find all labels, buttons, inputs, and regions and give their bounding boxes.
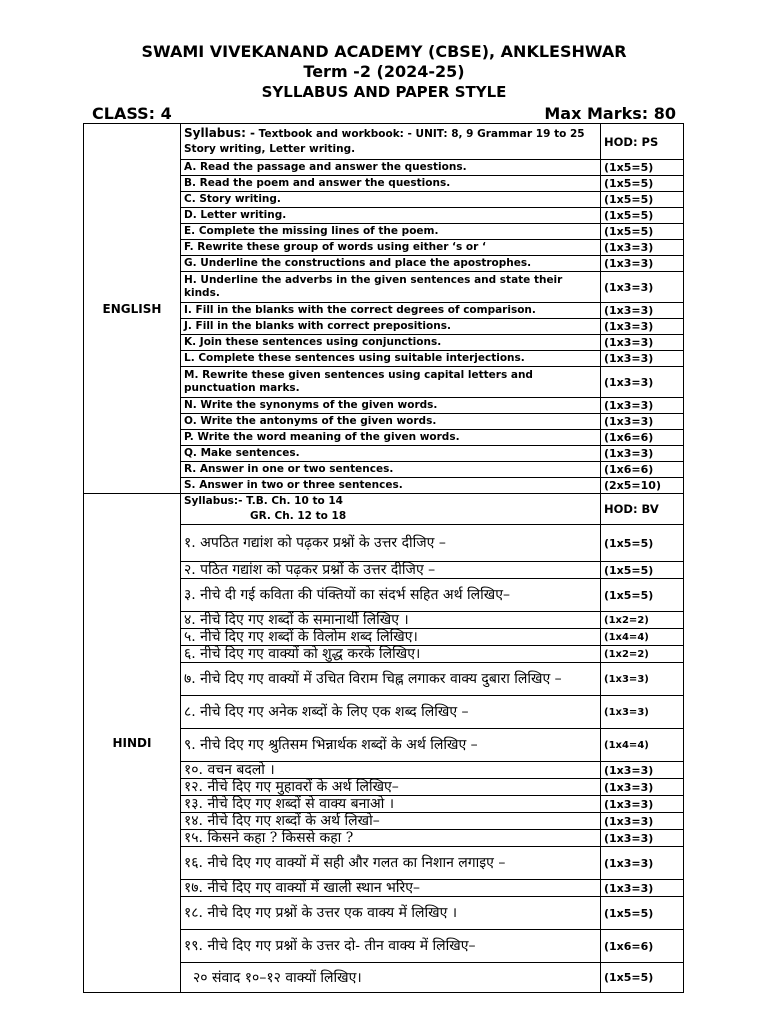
question-text: ८. नीचे दिए गए अनेक शब्दों के लिए एक शब्द लिखिए –: [181, 696, 601, 729]
marks-value: (1x5=5): [601, 176, 684, 192]
syllabus-label: Syllabus: -: [184, 126, 256, 140]
marks-value: (1x3=3): [601, 663, 684, 696]
marks-value: (1x3=3): [601, 303, 684, 319]
document-title: SYLLABUS AND PAPER STYLE: [261, 83, 507, 101]
term-title: Term -2 (2024-25): [303, 62, 465, 81]
marks-value: (1x5=5): [601, 192, 684, 208]
hindi-syllabus: [181, 494, 601, 525]
marks-value: (1x5=5): [601, 579, 684, 612]
question-text: १३. नीचे दिए गए शब्दों से वाक्य बनाओ ।: [181, 796, 601, 813]
english-syllabus-text: Textbook and workbook: - UNIT: 8, 9 Grammar 19 to 25 Story writing, Letter writing.: [184, 128, 585, 155]
question-text: S. Answer in two or three sentences.: [181, 478, 601, 494]
marks-value: (1x3=3): [601, 398, 684, 414]
question-text: १०. वचन बदलो ।: [181, 762, 601, 779]
marks-value: (1x3=3): [601, 847, 684, 880]
subject-english: ENGLISH: [84, 124, 181, 494]
marks-value: (1x3=3): [601, 240, 684, 256]
english-syllabus-row: [84, 124, 684, 160]
question-text: F. Rewrite these group of words using either ‘s or ‘: [181, 240, 601, 256]
marks-value: (1x2=2): [601, 646, 684, 663]
hindi-syllabus-row: [84, 494, 684, 525]
marks-value: (1x5=5): [601, 963, 684, 993]
question-text: १५. किसने कहा ? किससे कहा ?: [181, 830, 601, 847]
question-text: R. Answer in one or two sentences.: [181, 462, 601, 478]
question-text: ३. नीचे दी गई कविता की पंक्तियों का संदर्भ सहित अर्थ लिखिए–: [181, 579, 601, 612]
hod-hindi: HOD: BV: [601, 494, 684, 525]
class-label: CLASS: 4: [92, 104, 172, 123]
question-text: A. Read the passage and answer the questions.: [181, 160, 601, 176]
marks-value: (1x3=3): [601, 762, 684, 779]
marks-value: (1x3=3): [601, 367, 684, 398]
question-text: ९. नीचे दिए गए श्रुतिसम भिन्नार्थक शब्दों के अर्थ लिखिए –: [181, 729, 601, 762]
question-text: H. Underline the adverbs in the given sentences and state their kinds.: [181, 272, 601, 303]
marks-value: (1x3=3): [601, 414, 684, 430]
question-text: B. Read the poem and answer the questions.: [181, 176, 601, 192]
question-text: G. Underline the constructions and place the apostrophes.: [181, 256, 601, 272]
marks-value: (1x5=5): [601, 562, 684, 579]
question-text: १६. नीचे दिए गए वाक्यों में सही और गलत का निशान लगाइए –: [181, 847, 601, 880]
question-text: १७. नीचे दिए गए वाक्यों में खाली स्थान भरिए–: [181, 880, 601, 897]
syllabus-table: [83, 123, 684, 993]
question-text: L. Complete these sentences using suitable interjections.: [181, 351, 601, 367]
question-text: O. Write the antonyms of the given words.: [181, 414, 601, 430]
marks-value: (1x3=3): [601, 256, 684, 272]
marks-value: (1x4=4): [601, 729, 684, 762]
marks-value: (1x5=5): [601, 224, 684, 240]
marks-value: (1x6=6): [601, 430, 684, 446]
question-text: E. Complete the missing lines of the poem.: [181, 224, 601, 240]
marks-value: (1x3=3): [601, 351, 684, 367]
question-text: C. Story writing.: [181, 192, 601, 208]
subject-hindi: HINDI: [84, 494, 181, 993]
question-text: D. Letter writing.: [181, 208, 601, 224]
hindi-syllabus-line2: GR. Ch. 12 to 18: [250, 510, 347, 522]
marks-value: (1x5=5): [601, 160, 684, 176]
question-text: १२. नीचे दिए गए मुहावरों के अर्थ लिखिए–: [181, 779, 601, 796]
question-text: १४. नीचे दिए गए शब्दों के अर्थ लिखो–: [181, 813, 601, 830]
question-text: P. Write the word meaning of the given words.: [181, 430, 601, 446]
hindi-syllabus-line1: Syllabus:- T.B. Ch. 10 to 14: [184, 495, 343, 507]
question-text: १. अपठित गद्यांश को पढ़कर प्रश्नों के उत्तर दीजिए –: [181, 525, 601, 562]
marks-value: (1x4=4): [601, 629, 684, 646]
marks-value: (1x3=3): [601, 446, 684, 462]
question-text: ७. नीचे दिए गए वाक्यों में उचित विराम चिह्न लगाकर वाक्य दुबारा लिखिए –: [181, 663, 601, 696]
question-text: I. Fill in the blanks with the correct degrees of comparison.: [181, 303, 601, 319]
question-text: N. Write the synonyms of the given words.: [181, 398, 601, 414]
marks-value: (1x3=3): [601, 319, 684, 335]
question-text: K. Join these sentences using conjunctions.: [181, 335, 601, 351]
marks-value: (1x5=5): [601, 897, 684, 930]
marks-value: (1x3=3): [601, 779, 684, 796]
marks-value: (1x3=3): [601, 830, 684, 847]
marks-value: (1x3=3): [601, 813, 684, 830]
marks-value: (1x2=2): [601, 612, 684, 629]
school-name: SWAMI VIVEKANAND ACADEMY (CBSE), ANKLESHWAR: [141, 42, 627, 61]
question-text: २. पठित गद्यांश को पढ़कर प्रश्नों के उत्तर दीजिए –: [181, 562, 601, 579]
marks-value: (1x3=3): [601, 696, 684, 729]
question-text: २० संवाद १०–१२ वाक्यों लिखिए।: [181, 963, 601, 993]
question-text: ४. नीचे दिए गए शब्दों के समानार्थी लिखिए ।: [181, 612, 601, 629]
english-syllabus: [181, 124, 601, 160]
hod-english: HOD: PS: [601, 124, 684, 160]
marks-value: (1x3=3): [601, 335, 684, 351]
marks-value: (2x5=10): [601, 478, 684, 494]
question-text: १८. नीचे दिए गए प्रश्नों के उत्तर एक वाक्य में लिखिए ।: [181, 897, 601, 930]
marks-value: (1x5=5): [601, 208, 684, 224]
marks-value: (1x5=5): [601, 525, 684, 562]
marks-value: (1x6=6): [601, 930, 684, 963]
marks-value: (1x3=3): [601, 796, 684, 813]
question-text: J. Fill in the blanks with correct prepositions.: [181, 319, 601, 335]
question-text: ५. नीचे दिए गए शब्दों के विलोम शब्द लिखिए।: [181, 629, 601, 646]
max-marks: Max Marks: 80: [544, 104, 676, 123]
marks-value: (1x3=3): [601, 272, 684, 303]
question-text: ६. नीचे दिए गए वाक्यों को शुद्ध करके लिखिए।: [181, 646, 601, 663]
marks-value: (1x6=6): [601, 462, 684, 478]
question-text: Q. Make sentences.: [181, 446, 601, 462]
marks-value: (1x3=3): [601, 880, 684, 897]
question-text: M. Rewrite these given sentences using capital letters and punctuation marks.: [181, 367, 601, 398]
question-text: १९. नीचे दिए गए प्रश्नों के उत्तर दो- तीन वाक्य में लिखिए–: [181, 930, 601, 963]
